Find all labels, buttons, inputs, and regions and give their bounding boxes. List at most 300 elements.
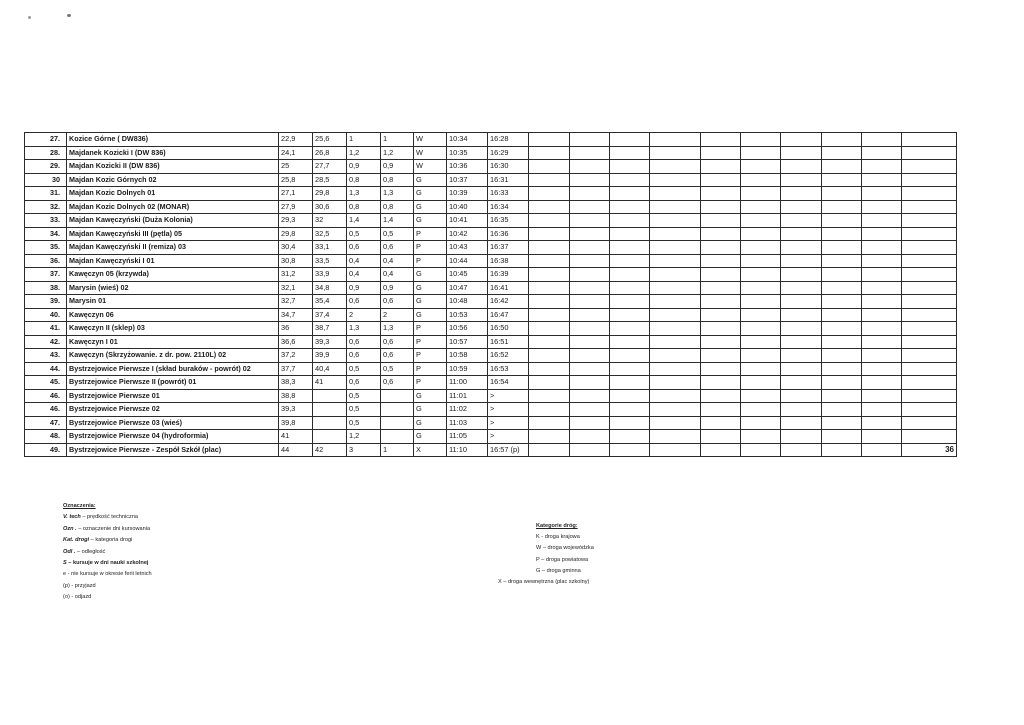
empty-cell [862, 146, 902, 160]
road-category-cell: G [414, 403, 447, 417]
segment-distance-cell: 1 [347, 133, 381, 147]
empty-cell [822, 295, 862, 309]
empty-cell [610, 335, 650, 349]
legend-item [63, 512, 152, 523]
return-time-cell: 16:50 [488, 322, 529, 336]
stop-name-cell: Majdan Kozicki II (DW 836) [67, 160, 279, 174]
empty-cell [862, 403, 902, 417]
stop-number-cell: 32. [25, 200, 67, 214]
departure-time-cell: 10:47 [447, 281, 488, 295]
distance-return-cell [313, 389, 347, 403]
stop-number-cell: 38. [25, 281, 67, 295]
road-category-cell: G [414, 389, 447, 403]
stop-name-cell: Majdan Kawęczyński II (remiza) 03 [67, 241, 279, 255]
empty-cell [781, 349, 822, 363]
empty-cell [862, 187, 902, 201]
empty-cell [781, 335, 822, 349]
empty-cell [610, 227, 650, 241]
return-time-cell: 16:28 [488, 133, 529, 147]
empty-cell [610, 403, 650, 417]
segment-distance-return-cell: 0,8 [381, 173, 414, 187]
empty-cell [781, 362, 822, 376]
stop-number-cell: 37. [25, 268, 67, 282]
departure-time-cell: 11:01 [447, 389, 488, 403]
empty-cell [741, 146, 781, 160]
empty-cell [650, 268, 701, 282]
empty-cell [701, 349, 741, 363]
distance-return-cell [313, 403, 347, 417]
departure-time-cell: 11:02 [447, 403, 488, 417]
empty-cell [781, 133, 822, 147]
road-category-cell: W [414, 146, 447, 160]
empty-cell [741, 160, 781, 174]
empty-cell [862, 389, 902, 403]
segment-distance-return-cell: 0,5 [381, 362, 414, 376]
empty-cell [610, 133, 650, 147]
segment-distance-return-cell: 0,6 [381, 376, 414, 390]
segment-distance-return-cell [381, 403, 414, 417]
return-time-cell: 16:51 [488, 335, 529, 349]
empty-cell [650, 376, 701, 390]
empty-cell [650, 362, 701, 376]
segment-distance-return-cell: 0,6 [381, 349, 414, 363]
empty-cell [650, 322, 701, 336]
stop-number-cell: 46. [25, 389, 67, 403]
legend-text: – oznaczenie dni kursowania [76, 525, 151, 532]
legend-item [63, 524, 152, 535]
empty-cell [650, 349, 701, 363]
road-category-cell: P [414, 241, 447, 255]
empty-cell [902, 389, 957, 403]
empty-cell [781, 200, 822, 214]
empty-cell [529, 335, 570, 349]
table-row [25, 200, 957, 214]
empty-cell [822, 214, 862, 228]
distance-total-cell: 36,6 [279, 335, 313, 349]
distance-total-cell: 24,1 [279, 146, 313, 160]
stop-name-cell: Kawęczyn I 01 [67, 335, 279, 349]
empty-cell [701, 254, 741, 268]
segment-distance-cell: 0,6 [347, 376, 381, 390]
empty-cell [781, 160, 822, 174]
segment-distance-cell: 2 [347, 308, 381, 322]
legend-abbr: V. tech [63, 514, 81, 521]
legend-abbr: Ozn . [63, 525, 77, 532]
segment-distance-cell: 0,5 [347, 416, 381, 430]
empty-cell [610, 389, 650, 403]
stop-number-cell: 27. [25, 133, 67, 147]
segment-distance-cell: 0,5 [347, 403, 381, 417]
return-time-cell: 16:41 [488, 281, 529, 295]
table-row [25, 376, 957, 390]
return-time-cell: 16:33 [488, 187, 529, 201]
segment-distance-return-cell: 0,6 [381, 295, 414, 309]
return-time-cell: 16:29 [488, 146, 529, 160]
empty-cell [822, 281, 862, 295]
departure-time-cell: 10:42 [447, 227, 488, 241]
distance-total-cell: 30,8 [279, 254, 313, 268]
road-category-cell: G [414, 268, 447, 282]
distance-return-cell [313, 430, 347, 444]
table-row [25, 430, 957, 444]
return-time-cell: 16:53 [488, 362, 529, 376]
empty-cell [781, 295, 822, 309]
segment-distance-return-cell: 0,9 [381, 281, 414, 295]
stop-number-cell: 46. [25, 403, 67, 417]
empty-cell [902, 200, 957, 214]
segment-distance-cell: 1,3 [347, 322, 381, 336]
empty-cell [650, 308, 701, 322]
empty-cell [570, 200, 610, 214]
empty-cell [701, 362, 741, 376]
return-time-cell: 16:57 (p) [488, 443, 529, 457]
empty-cell [741, 376, 781, 390]
table-row [25, 335, 957, 349]
stop-number-cell: 45. [25, 376, 67, 390]
departure-time-cell: 10:34 [447, 133, 488, 147]
road-category-cell: G [414, 187, 447, 201]
road-category-cell: W [414, 133, 447, 147]
empty-cell [610, 308, 650, 322]
empty-cell [902, 214, 957, 228]
legend-title: Oznaczenia: [63, 503, 96, 509]
schedule-table [24, 132, 957, 457]
empty-cell [902, 187, 957, 201]
segment-distance-cell: 0,6 [347, 241, 381, 255]
empty-cell [570, 173, 610, 187]
segment-distance-return-cell: 1,3 [381, 187, 414, 201]
segment-distance-cell: 0,6 [347, 349, 381, 363]
table-row [25, 146, 957, 160]
departure-time-cell: 11:10 [447, 443, 488, 457]
empty-cell [529, 430, 570, 444]
empty-cell [781, 173, 822, 187]
legend-text: (p) - przyjazd [63, 582, 96, 589]
empty-cell [862, 362, 902, 376]
empty-cell [862, 335, 902, 349]
empty-cell [822, 268, 862, 282]
empty-cell [701, 416, 741, 430]
empty-cell [570, 389, 610, 403]
segment-distance-return-cell [381, 389, 414, 403]
table-row [25, 362, 957, 376]
departure-time-cell: 10:35 [447, 146, 488, 160]
empty-cell [701, 146, 741, 160]
empty-cell [701, 430, 741, 444]
empty-cell [610, 254, 650, 268]
empty-cell [570, 281, 610, 295]
empty-cell [701, 389, 741, 403]
table-row [25, 281, 957, 295]
empty-cell [529, 349, 570, 363]
empty-cell [781, 403, 822, 417]
empty-cell [701, 133, 741, 147]
departure-time-cell: 10:44 [447, 254, 488, 268]
distance-return-cell: 27,7 [313, 160, 347, 174]
empty-cell [650, 187, 701, 201]
stop-name-cell: Bystrzejowice Pierwsze 03 (wieś) [67, 416, 279, 430]
departure-time-cell: 10:58 [447, 349, 488, 363]
stop-number-cell: 39. [25, 295, 67, 309]
distance-return-cell: 33,5 [313, 254, 347, 268]
empty-cell [741, 335, 781, 349]
table-row [25, 308, 957, 322]
segment-distance-return-cell [381, 416, 414, 430]
road-category-cell: G [414, 295, 447, 309]
empty-cell [650, 200, 701, 214]
distance-return-cell: 40,4 [313, 362, 347, 376]
return-time-cell: 16:31 [488, 173, 529, 187]
empty-cell [741, 416, 781, 430]
stop-name-cell: Majdan Kawęczyński (Duża Kolonia) [67, 214, 279, 228]
empty-cell [610, 281, 650, 295]
empty-cell [701, 335, 741, 349]
empty-cell [650, 281, 701, 295]
empty-cell [529, 376, 570, 390]
return-time-cell: > [488, 389, 529, 403]
empty-cell [610, 146, 650, 160]
road-category-cell: G [414, 308, 447, 322]
return-time-cell: > [488, 416, 529, 430]
distance-total-cell: 39,8 [279, 416, 313, 430]
empty-cell [822, 430, 862, 444]
segment-distance-cell: 0,8 [347, 173, 381, 187]
road-category-cell: G [414, 430, 447, 444]
stop-number-cell: 41. [25, 322, 67, 336]
distance-return-cell: 37,4 [313, 308, 347, 322]
empty-cell [781, 376, 822, 390]
empty-cell [701, 268, 741, 282]
empty-cell [610, 160, 650, 174]
empty-cell [822, 308, 862, 322]
legend-item [63, 547, 152, 558]
legend-item [63, 569, 152, 580]
empty-cell [529, 241, 570, 255]
empty-cell [862, 214, 902, 228]
distance-return-cell: 26,8 [313, 146, 347, 160]
segment-distance-return-cell: 0,4 [381, 254, 414, 268]
stop-name-cell: Majdanek Kozicki I (DW 836) [67, 146, 279, 160]
departure-time-cell: 10:40 [447, 200, 488, 214]
empty-cell [650, 254, 701, 268]
stop-number-cell: 29. [25, 160, 67, 174]
legend-text: – kategoria drogi [89, 537, 133, 544]
distance-total-cell: 27,9 [279, 200, 313, 214]
empty-cell [781, 268, 822, 282]
empty-cell [741, 322, 781, 336]
return-time-cell: 16:39 [488, 268, 529, 282]
empty-cell [781, 187, 822, 201]
departure-time-cell: 10:57 [447, 335, 488, 349]
return-time-cell: 16:35 [488, 214, 529, 228]
legend-text: e - nie kursuje w okresie ferii letnich [63, 571, 152, 578]
distance-total-cell: 37,2 [279, 349, 313, 363]
distance-total-cell: 37,7 [279, 362, 313, 376]
distance-total-cell: 30,4 [279, 241, 313, 255]
empty-cell [650, 430, 701, 444]
road-category-item: P – droga powiatowa [536, 556, 589, 563]
empty-cell [822, 362, 862, 376]
segment-distance-cell: 0,5 [347, 362, 381, 376]
table-row [25, 443, 957, 457]
legend-text: – prędkość techniczna [80, 514, 139, 521]
stop-number-cell: 43. [25, 349, 67, 363]
departure-time-cell: 10:41 [447, 214, 488, 228]
empty-cell [741, 200, 781, 214]
empty-cell [902, 173, 957, 187]
empty-cell [701, 241, 741, 255]
empty-cell [902, 146, 957, 160]
road-category-cell: P [414, 349, 447, 363]
empty-cell [650, 416, 701, 430]
empty-cell [529, 308, 570, 322]
table-row [25, 187, 957, 201]
empty-cell [610, 430, 650, 444]
distance-total-cell: 25,8 [279, 173, 313, 187]
empty-cell [902, 227, 957, 241]
empty-cell [862, 160, 902, 174]
empty-cell [570, 133, 610, 147]
empty-cell [781, 389, 822, 403]
distance-return-cell: 39,9 [313, 349, 347, 363]
empty-cell [781, 430, 822, 444]
empty-cell [610, 322, 650, 336]
empty-cell [610, 295, 650, 309]
empty-cell [741, 308, 781, 322]
empty-cell [822, 349, 862, 363]
empty-cell [902, 403, 957, 417]
empty-cell [741, 241, 781, 255]
stop-number-cell: 48. [25, 430, 67, 444]
empty-cell [741, 349, 781, 363]
legend-item [63, 535, 152, 546]
empty-cell [862, 281, 902, 295]
empty-cell [741, 227, 781, 241]
empty-cell [610, 443, 650, 457]
departure-time-cell: 10:59 [447, 362, 488, 376]
return-time-cell: > [488, 430, 529, 444]
distance-return-cell: 30,6 [313, 200, 347, 214]
return-time-cell: 16:37 [488, 241, 529, 255]
empty-cell [529, 187, 570, 201]
stop-name-cell: Kawęczyn 05 (krzywda) [67, 268, 279, 282]
empty-cell [650, 241, 701, 255]
legend-abbr: Odl . [63, 548, 76, 555]
empty-cell [822, 146, 862, 160]
departure-time-cell: 11:05 [447, 430, 488, 444]
distance-return-cell: 25,6 [313, 133, 347, 147]
segment-distance-cell: 0,8 [347, 200, 381, 214]
empty-cell [701, 160, 741, 174]
departure-time-cell: 10:37 [447, 173, 488, 187]
departure-time-cell: 10:39 [447, 187, 488, 201]
departure-time-cell: 10:43 [447, 241, 488, 255]
distance-total-cell: 29,3 [279, 214, 313, 228]
empty-cell [741, 443, 781, 457]
empty-cell [741, 389, 781, 403]
stop-name-cell: Bystrzejowice Pierwsze 01 [67, 389, 279, 403]
empty-cell [701, 173, 741, 187]
segment-distance-cell: 0,5 [347, 227, 381, 241]
distance-return-cell: 39,3 [313, 335, 347, 349]
distance-total-cell: 38,8 [279, 389, 313, 403]
empty-cell [902, 430, 957, 444]
empty-cell [741, 403, 781, 417]
empty-cell [650, 214, 701, 228]
distance-return-cell: 41 [313, 376, 347, 390]
stop-number-cell: 30 [25, 173, 67, 187]
empty-cell [701, 295, 741, 309]
empty-cell [822, 187, 862, 201]
empty-cell [570, 187, 610, 201]
empty-cell [781, 416, 822, 430]
empty-cell [570, 160, 610, 174]
empty-cell [822, 241, 862, 255]
legend-text: (o) - odjazd [63, 594, 92, 601]
road-category-cell: G [414, 281, 447, 295]
table-row [25, 133, 957, 147]
empty-cell [781, 146, 822, 160]
empty-cell [529, 362, 570, 376]
stop-number-cell: 28. [25, 146, 67, 160]
departure-time-cell: 10:53 [447, 308, 488, 322]
distance-total-cell: 36 [279, 322, 313, 336]
empty-cell [570, 443, 610, 457]
empty-cell [529, 133, 570, 147]
empty-cell [650, 173, 701, 187]
return-time-cell: 16:42 [488, 295, 529, 309]
empty-cell [650, 389, 701, 403]
road-category-cell: G [414, 416, 447, 430]
stop-name-cell: Bystrzejowice Pierwsze I (skład buraków - powrót) 02 [67, 362, 279, 376]
empty-cell [701, 403, 741, 417]
stop-name-cell: Kawęczyn (Skrzyżowanie. z dr. pow. 2110L) 02 [67, 349, 279, 363]
segment-distance-return-cell: 0,6 [381, 241, 414, 255]
road-category-cell: P [414, 322, 447, 336]
legend-text: – odległość [75, 548, 106, 555]
empty-cell [570, 430, 610, 444]
empty-cell [822, 416, 862, 430]
empty-cell [902, 160, 957, 174]
road-category-cell: P [414, 376, 447, 390]
empty-cell [902, 335, 957, 349]
table-row [25, 403, 957, 417]
empty-cell [781, 241, 822, 255]
empty-cell [862, 173, 902, 187]
empty-cell [862, 322, 902, 336]
road-category-item: W – droga wojewódzka [536, 545, 594, 552]
return-time-cell: 16:52 [488, 349, 529, 363]
empty-cell [610, 268, 650, 282]
road-category-cell: P [414, 335, 447, 349]
distance-return-cell: 35,4 [313, 295, 347, 309]
empty-cell [862, 200, 902, 214]
empty-cell [902, 322, 957, 336]
empty-cell [529, 214, 570, 228]
distance-total-cell: 25 [279, 160, 313, 174]
segment-distance-cell: 0,6 [347, 295, 381, 309]
empty-cell [610, 200, 650, 214]
empty-cell [701, 214, 741, 228]
table-row [25, 322, 957, 336]
empty-cell [902, 416, 957, 430]
empty-cell [741, 430, 781, 444]
distance-total-cell: 34,7 [279, 308, 313, 322]
empty-cell [570, 322, 610, 336]
segment-distance-return-cell: 0,5 [381, 227, 414, 241]
empty-cell [822, 443, 862, 457]
empty-cell [862, 416, 902, 430]
